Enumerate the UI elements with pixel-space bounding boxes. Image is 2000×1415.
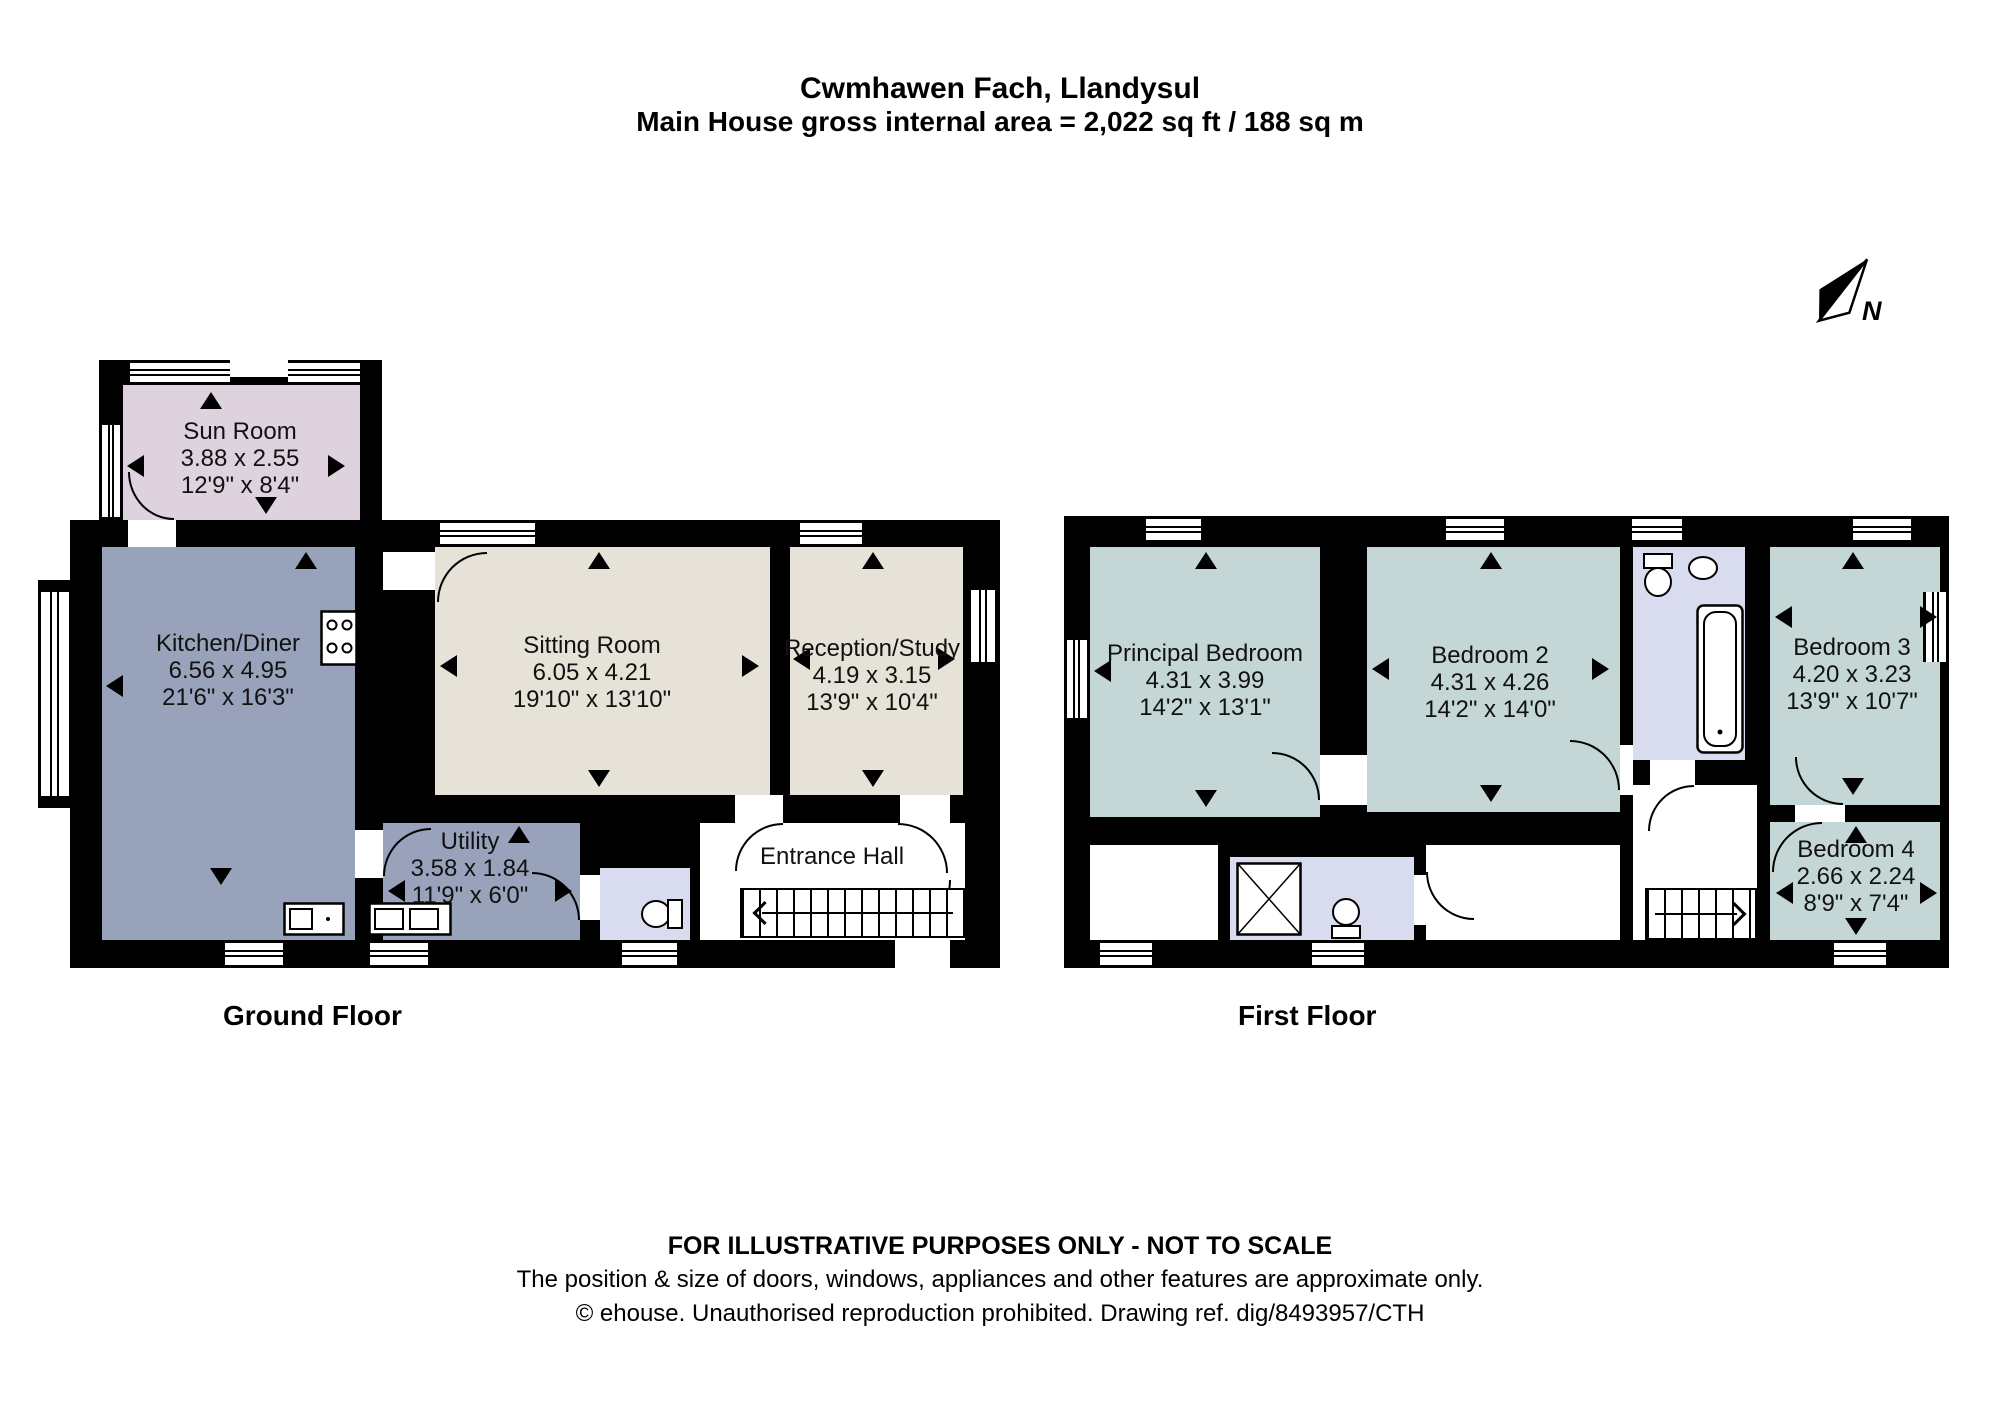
bath-icon	[1696, 604, 1744, 754]
room-name: Principal Bedroom	[1106, 640, 1304, 667]
dimension-arrow	[1920, 606, 1937, 628]
room-name: Reception/Study	[783, 635, 961, 662]
room-name: Entrance Hall	[759, 843, 905, 870]
dimension-arrow	[1372, 658, 1389, 680]
window	[1064, 640, 1090, 718]
ground-floor-label: Ground Floor	[223, 1000, 402, 1031]
dimension-arrow	[1920, 882, 1937, 904]
room-metric: 3.88 x 2.55	[180, 445, 300, 472]
room-metric: 4.20 x 3.23	[1792, 661, 1912, 688]
room-imperial: 12'9" x 8'4"	[180, 472, 300, 499]
room-imperial: 11'9" x 6'0"	[411, 882, 529, 909]
dimension-arrow	[1776, 882, 1793, 904]
room-imperial: 21'6" x 16'3"	[162, 684, 294, 711]
page-subtitle: Main House gross internal area = 2,022 sq ft / 188 sq m	[636, 106, 1364, 137]
first-floor-label: First Floor	[1238, 1000, 1377, 1031]
window	[1146, 516, 1201, 543]
page-title: Cwmhawen Fach, Llandysul	[799, 72, 1201, 105]
room-name: Kitchen/Diner	[155, 630, 301, 657]
room-name: Utility	[440, 828, 500, 855]
door-opening	[1795, 805, 1845, 822]
label-bedroom-4	[1797, 836, 1916, 917]
basin-icon	[1686, 554, 1720, 582]
footer-approximate-note: The position & size of doors, windows, appliances and other features are approximate only.	[516, 1266, 1484, 1293]
room-imperial: 8'9" x 7'4"	[1803, 890, 1909, 917]
window	[1632, 516, 1682, 543]
room-imperial: 13'9" x 10'4"	[806, 689, 938, 716]
dimension-arrow	[1842, 552, 1864, 569]
room-imperial: 14'2" x 13'1"	[1139, 694, 1271, 721]
room-metric: 4.31 x 3.99	[1145, 667, 1265, 694]
room-imperial: 19'10" x 13'10"	[512, 686, 672, 713]
toilet-icon	[1326, 896, 1366, 940]
room-metric: 6.05 x 4.21	[532, 659, 652, 686]
footer-copyright: © ehouse. Unauthorised reproduction prohibited. Drawing ref. dig/8493957/CTH	[575, 1300, 1425, 1327]
room-name: Sitting Room	[523, 632, 661, 659]
dimension-arrow	[1842, 778, 1864, 795]
window	[1100, 940, 1152, 968]
dimension-arrow	[1195, 552, 1217, 569]
toilet-icon	[1638, 552, 1678, 600]
dimension-arrow	[1480, 552, 1502, 569]
door-opening	[1320, 755, 1367, 805]
room-name: Bedroom 4	[1797, 836, 1915, 863]
room-metric: 6.56 x 4.95	[168, 657, 288, 684]
room-name: Sun Room	[183, 418, 297, 445]
room-name: Bedroom 3	[1793, 634, 1911, 661]
window	[1446, 516, 1504, 543]
door-opening	[1620, 745, 1633, 795]
room-imperial: 14'2" x 14'0"	[1424, 696, 1556, 723]
room-imperial: 13'9" x 10'7"	[1786, 688, 1918, 715]
door-opening	[1650, 760, 1695, 785]
stairs-direction-arrow	[1722, 902, 1746, 926]
dimension-arrow	[1592, 658, 1609, 680]
room-name: Bedroom 2	[1431, 642, 1549, 669]
shower-icon	[1236, 862, 1302, 936]
staircase	[1645, 888, 1757, 940]
dimension-arrow	[1195, 790, 1217, 807]
room-metric: 4.31 x 4.26	[1430, 669, 1550, 696]
window	[1853, 516, 1911, 543]
window	[1312, 940, 1364, 968]
footer-disclaimer: FOR ILLUSTRATIVE PURPOSES ONLY - NOT TO SCALE	[667, 1232, 1333, 1260]
door-opening	[1414, 875, 1426, 925]
room-metric: 3.58 x 1.84	[410, 855, 530, 882]
compass-n-label: N	[1862, 296, 1882, 326]
label-bedroom-2	[1424, 642, 1556, 723]
room-metric: 2.66 x 2.24	[1796, 863, 1916, 890]
dimension-arrow	[1775, 606, 1792, 628]
dimension-arrow	[1480, 785, 1502, 802]
window	[1834, 940, 1886, 968]
label-bedroom-3	[1786, 634, 1918, 715]
label-principal-bedroom	[1107, 640, 1303, 721]
dimension-arrow	[1845, 918, 1867, 935]
room-metric: 4.19 x 3.15	[812, 662, 932, 689]
